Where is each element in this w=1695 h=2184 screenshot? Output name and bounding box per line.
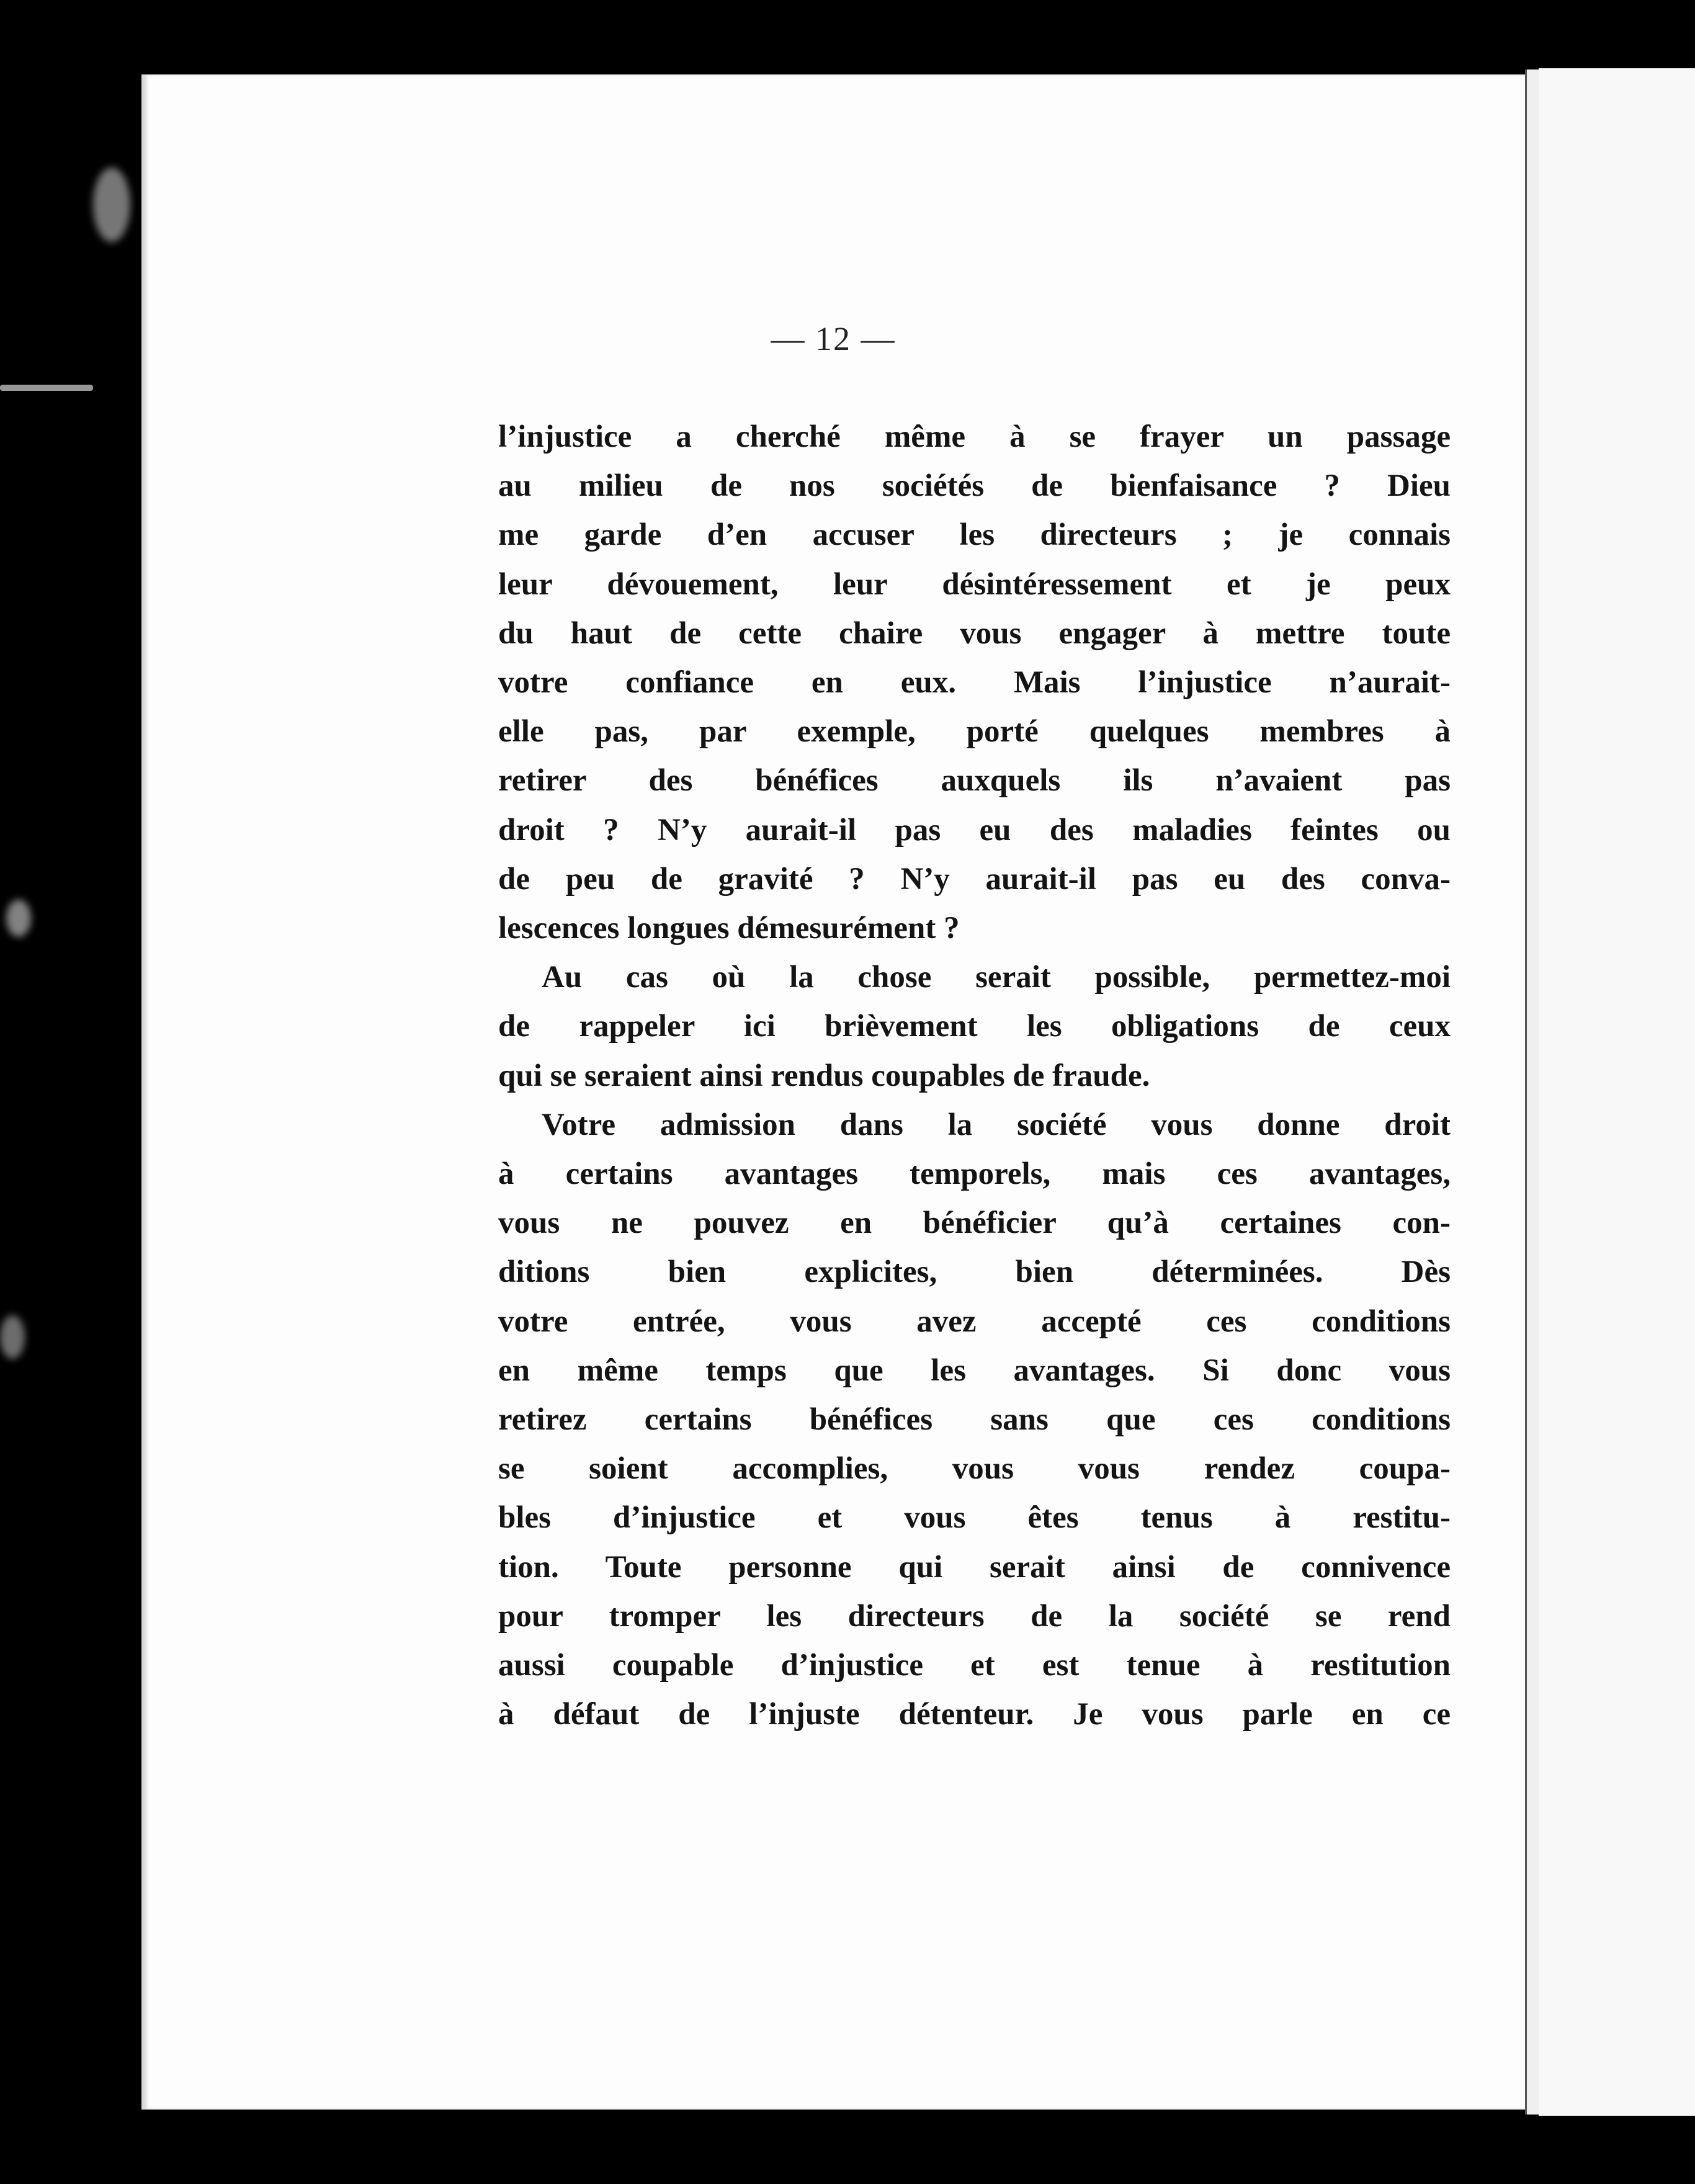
text-line: ditions bien explicites, bien déterminées. Dès: [498, 1255, 1451, 1290]
scan-speck: [6, 900, 31, 937]
text-line: à certains avantages temporels, mais ces avantages,: [498, 1157, 1451, 1192]
text-line: retirez certains bénéfices sans que ces conditions: [498, 1402, 1451, 1438]
text-line: bles d’injustice et vous êtes tenus à restitu-: [498, 1500, 1451, 1536]
scan-speck: [93, 168, 130, 242]
text-line: du haut de cette chaire vous engager à mettre toute: [498, 615, 1451, 651]
scan-speck: [0, 1315, 25, 1359]
text-line: à défaut de l’injuste détenteur. Je vous parle en ce: [498, 1697, 1451, 1732]
text-line: de peu de gravité ? N’y aurait-il pas eu des conva-: [498, 861, 1451, 897]
text-line: se soient accomplies, vous vous rendez coupa-: [498, 1451, 1451, 1487]
text-line: tion. Toute personne qui serait ainsi de connivence: [498, 1549, 1451, 1585]
text-line: droit ? N’y aurait-il pas eu des maladies feintes ou: [498, 812, 1451, 848]
text-line: pour tromper les directeurs de la société se rend: [498, 1598, 1451, 1634]
text-line: de rappeler ici brièvement les obligations de ceux: [498, 1009, 1451, 1044]
scan-speck: [0, 385, 93, 391]
text-line: retirer des bénéfices auxquels ils n’avaient pas: [498, 763, 1451, 799]
text-line: l’injustice a cherché même à se frayer un passage: [498, 419, 1451, 454]
book-page: [141, 74, 1525, 2110]
text-line: qui se seraient ainsi rendus coupables de fraude.: [498, 1058, 1150, 1093]
text-line: vous ne pouvez en bénéficier qu’à certaines con-: [498, 1206, 1451, 1241]
text-line: au milieu de nos sociétés de bienfaisance ? Dieu: [498, 468, 1451, 504]
text-line: votre confiance en eux. Mais l’injustice n’aurait-: [498, 665, 1451, 700]
text-line: elle pas, par exemple, porté quelques membres à: [498, 714, 1451, 750]
text-line: Votre admission dans la société vous donne droit: [542, 1107, 1451, 1142]
body-text: [498, 413, 1451, 1739]
text-line: votre entrée, vous avez accepté ces conditions: [498, 1304, 1451, 1339]
adjacent-page: [1539, 68, 1695, 2116]
text-line: en même temps que les avantages. Si donc vous: [498, 1353, 1451, 1388]
page-number: — 12 —: [771, 320, 896, 357]
text-line: leur dévouement, leur désintéressement et je peux: [498, 566, 1451, 602]
text-line: me garde d’en accuser les directeurs ; je connais: [498, 517, 1451, 553]
text-line: lescences longues démesurément ?: [498, 911, 960, 946]
text-line: Au cas où la chose serait possible, permettez-moi: [542, 960, 1451, 995]
text-line: aussi coupable d’injustice et est tenue à restitution: [498, 1648, 1451, 1683]
